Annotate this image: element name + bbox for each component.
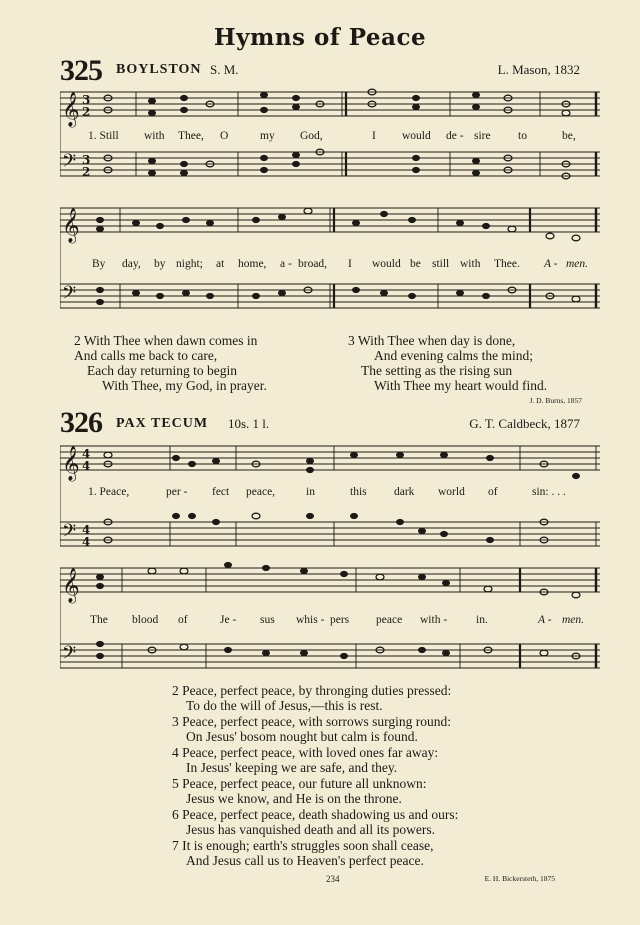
verse-line: 6 Peace, perfect peace, death shadowing us and ours: xyxy=(172,807,459,822)
svg-text:2: 2 xyxy=(82,105,91,119)
lyrics-326-line-1 xyxy=(0,486,640,502)
verse-line: 3 With Thee when day is done, xyxy=(348,333,516,348)
lyric-syllable: 1. Peace, xyxy=(88,486,130,498)
lyric-syllable: whis - xyxy=(296,614,325,626)
lyric-syllable: God, xyxy=(300,130,323,142)
lyric-syllable: Thee. xyxy=(494,258,520,270)
music-score-326 xyxy=(60,438,605,678)
lyric-syllable: a - xyxy=(280,258,292,270)
svg-text:4: 4 xyxy=(82,523,91,537)
svg-text:𝄢: 𝄢 xyxy=(62,521,77,546)
lyric-syllable: sire xyxy=(474,130,491,142)
svg-text:𝄞: 𝄞 xyxy=(62,208,80,243)
lyric-syllable: night; xyxy=(176,258,203,270)
verse-2-325 xyxy=(74,333,267,393)
verse-line: In Jesus' keeping we are safe, and they. xyxy=(186,760,398,775)
lyric-syllable: my xyxy=(260,130,275,142)
verse-line: 2 Peace, perfect peace, by thronging duties pressed: xyxy=(172,683,452,698)
verse-line: 3 Peace, perfect peace, with sorrows surging round: xyxy=(172,714,452,729)
verse-line: Each day returning to begin xyxy=(87,363,237,378)
verses-326 xyxy=(172,683,458,869)
lyric-syllable: in xyxy=(306,486,315,498)
lyric-syllable: of xyxy=(488,486,498,498)
lyric-syllable: in. xyxy=(476,614,488,626)
lyric-syllable: de - xyxy=(446,130,464,142)
composer-326: G. T. Caldbeck, 1877 xyxy=(469,416,580,431)
lyric-syllable: with xyxy=(460,258,481,270)
verse-7-326 xyxy=(172,838,458,868)
svg-text:𝄢: 𝄢 xyxy=(62,151,77,176)
music-score-325 xyxy=(60,84,605,330)
lyric-syllable: home, xyxy=(238,258,267,270)
svg-text:𝄞: 𝄞 xyxy=(62,446,80,481)
verse-line: And Jesus call us to Heaven's perfect peace. xyxy=(186,853,424,868)
lyric-syllable: dark xyxy=(394,486,415,498)
lyric-syllable: A - xyxy=(538,614,552,626)
lyric-syllable: still xyxy=(432,258,450,270)
lyric-syllable: I xyxy=(372,130,376,142)
lyric-syllable: this xyxy=(350,486,367,498)
lyric-syllable: 1. Still xyxy=(88,130,119,142)
lyric-syllable: Thee, xyxy=(178,130,204,142)
verse-line: Jesus we know, and He is on the throne. xyxy=(186,791,402,806)
lyric-syllable: sin: . . . xyxy=(532,486,566,498)
tune-name-pax-tecum: PAX TECUM xyxy=(116,416,209,431)
lyric-syllable: to xyxy=(518,130,527,142)
verse-5-326 xyxy=(172,776,458,806)
lyric-syllable: per - xyxy=(166,486,188,498)
svg-text:2: 2 xyxy=(82,165,91,179)
lyric-syllable: Je - xyxy=(220,614,237,626)
lyric-syllable: broad, xyxy=(298,258,328,270)
verse-line: 4 Peace, perfect peace, with loved ones far away: xyxy=(172,745,439,760)
lyric-syllable: of xyxy=(178,614,188,626)
lyrics-326-line-2 xyxy=(0,614,640,630)
lyric-syllable: with - xyxy=(420,614,448,626)
svg-text:4: 4 xyxy=(82,447,91,461)
lyric-syllable: world xyxy=(438,486,465,498)
meter-326: 10s. 1 l. xyxy=(228,416,270,431)
lyric-syllable: by xyxy=(154,258,166,270)
page-number: 234 xyxy=(326,874,340,884)
lyric-syllable: would xyxy=(402,130,431,142)
page-title: Hymns of Peace xyxy=(213,24,427,51)
verse-line: Jesus has vanquished death and all its powers. xyxy=(186,822,435,837)
svg-text:4: 4 xyxy=(82,459,91,473)
lyric-syllable: fect xyxy=(212,486,230,498)
hymn-number-325: 325 xyxy=(60,54,102,87)
svg-text:𝄢: 𝄢 xyxy=(62,283,77,308)
lyric-syllable: The xyxy=(90,614,108,626)
lyrics-325-line-2 xyxy=(0,258,640,274)
verse-line: 7 It is enough; earth's struggles soon shall cease, xyxy=(172,838,434,853)
lyric-syllable: at xyxy=(216,258,225,270)
tune-name-boylston: BOYLSTON xyxy=(116,62,202,77)
svg-text:𝄞: 𝄞 xyxy=(62,92,80,127)
verse-2-326 xyxy=(172,683,458,713)
lyrics-325-line-1 xyxy=(0,130,640,146)
author-credit-325: J. D. Burns, 1857 xyxy=(529,396,582,405)
composer-325: L. Mason, 1832 xyxy=(497,62,580,77)
svg-text:3: 3 xyxy=(82,93,91,107)
verse-line: The setting as the rising sun xyxy=(361,363,513,378)
svg-text:3: 3 xyxy=(82,153,91,167)
lyric-syllable: be, xyxy=(562,130,576,142)
lyric-syllable: be xyxy=(410,258,421,270)
lyric-syllable: By xyxy=(92,258,106,270)
lyric-syllable: pers xyxy=(330,614,350,626)
verse-line: With Thee, my God, in prayer. xyxy=(102,378,267,393)
lyric-syllable: sus xyxy=(260,614,275,626)
hymn-number-326: 326 xyxy=(60,406,102,439)
verse-3-325 xyxy=(348,333,547,393)
verse-line: To do the will of Jesus,—this is rest. xyxy=(186,698,383,713)
verse-line: And calls me back to care, xyxy=(74,348,218,363)
verse-6-326 xyxy=(172,807,458,837)
lyric-syllable: would xyxy=(372,258,401,270)
meter-325: S. M. xyxy=(210,62,239,77)
svg-text:𝄞: 𝄞 xyxy=(62,568,80,603)
verse-3-326 xyxy=(172,714,458,744)
verse-line: And evening calms the mind; xyxy=(374,348,533,363)
verse-line: 2 With Thee when dawn comes in xyxy=(74,333,258,348)
verse-line: On Jesus' bosom nought but calm is found. xyxy=(186,729,418,744)
lyric-syllable: I xyxy=(348,258,352,270)
lyric-syllable: men. xyxy=(562,614,585,626)
author-credit-326: E. H. Bickersteth, 1875 xyxy=(484,874,555,883)
lyric-syllable: with xyxy=(144,130,165,142)
verse-line: 5 Peace, perfect peace, our future all unknown: xyxy=(172,776,427,791)
lyric-syllable: peace, xyxy=(246,486,276,498)
lyric-syllable: peace xyxy=(376,614,403,626)
svg-text:4: 4 xyxy=(82,535,91,549)
verse-line: With Thee my heart would find. xyxy=(374,378,548,393)
lyric-syllable: blood xyxy=(132,614,159,626)
lyric-syllable: day, xyxy=(122,258,141,270)
lyric-syllable: O xyxy=(220,130,229,142)
verse-4-326 xyxy=(172,745,458,775)
svg-text:𝄢: 𝄢 xyxy=(62,643,77,668)
lyric-syllable: men. xyxy=(566,258,589,270)
lyric-syllable: A - xyxy=(544,258,558,270)
